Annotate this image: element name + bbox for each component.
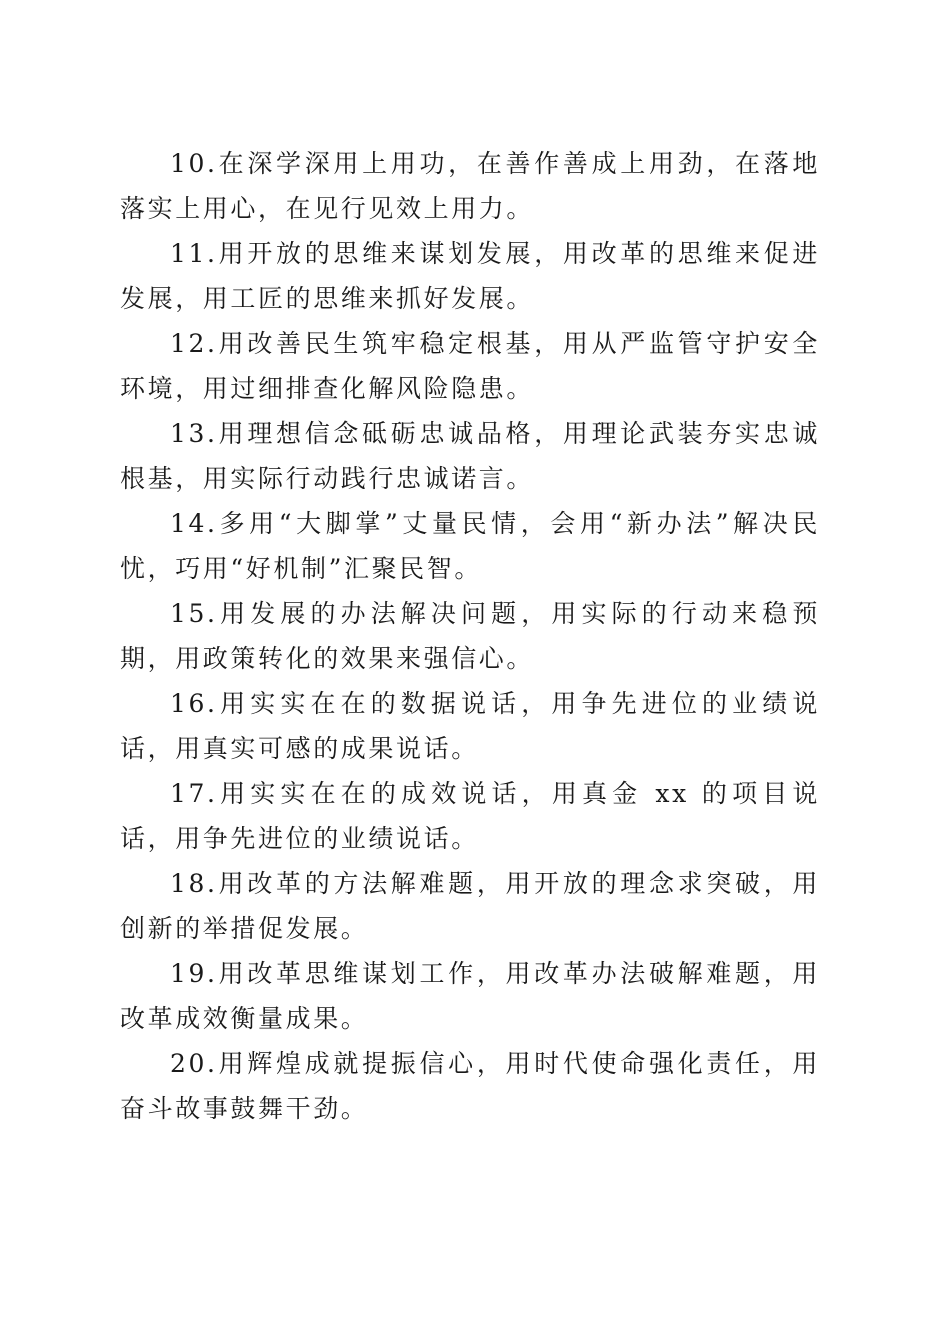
- paragraph-12: 12.用改善民生筑牢稳定根基，用从严监管守护安全环境，用过细排查化解风险隐患。: [120, 329, 820, 403]
- paragraph-10: 10.在深学深用上用功，在善作善成上用劲，在落地落实上用心，在见行见效上用力。: [120, 149, 820, 223]
- paragraph-15: 15.用发展的办法解决问题，用实际的行动来稳预期，用政策转化的效果来强信心。: [120, 599, 820, 673]
- paragraph-11: 11.用开放的思维来谋划发展，用改革的思维来促进发展，用工匠的思维来抓好发展。: [120, 239, 820, 313]
- paragraph-16: 16.用实实在在的数据说话，用争先进位的业绩说话，用真实可感的成果说话。: [120, 689, 820, 763]
- paragraph-20: 20.用辉煌成就提振信心，用时代使命强化责任，用奋斗故事鼓舞干劲。: [120, 1049, 820, 1123]
- paragraph-14: 14.多用“大脚掌”丈量民情，会用“新办法”解决民忧，巧用“好机制”汇聚民智。: [120, 509, 820, 583]
- paragraph-19: 19.用改革思维谋划工作，用改革办法破解难题，用改革成效衡量成果。: [120, 959, 820, 1033]
- paragraph-17: 17.用实实在在的成效说话，用真金 xx 的项目说话，用争先进位的业绩说话。: [120, 779, 820, 853]
- document-body: [120, 141, 820, 1131]
- paragraph-13: 13.用理想信念砥砺忠诚品格，用理论武装夯实忠诚根基，用实际行动践行忠诚诺言。: [120, 419, 820, 493]
- paragraph-18: 18.用改革的方法解难题，用开放的理念求突破，用创新的举措促发展。: [120, 869, 820, 943]
